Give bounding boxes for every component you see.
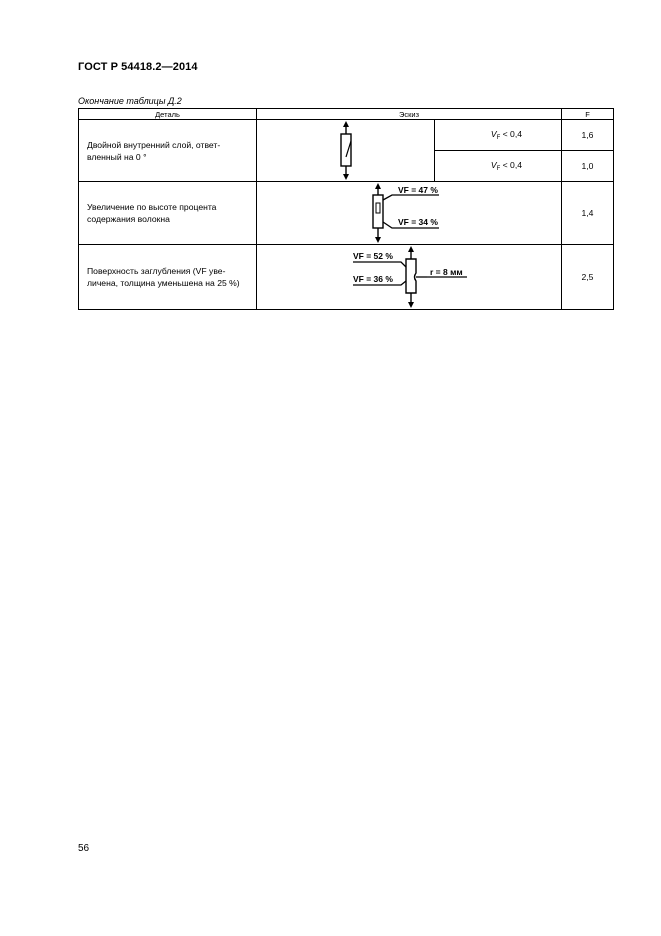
table-caption: Окончание таблицы Д.2 bbox=[78, 96, 182, 106]
table-row bbox=[79, 120, 614, 151]
document-code: ГОСТ Р 54418.2—2014 bbox=[78, 61, 198, 73]
f-value: 2,5 bbox=[562, 245, 614, 310]
detail-cell: Увеличение по высоте процента содержания волокна bbox=[79, 182, 257, 245]
lower-vf-label: VF = 36 % bbox=[353, 274, 393, 284]
lower-vf-label: VF = 34 % bbox=[398, 217, 438, 227]
table-header-row bbox=[79, 109, 614, 120]
radius-label: r = 8 мм bbox=[430, 267, 463, 277]
fiber-increase-sketch bbox=[257, 182, 562, 244]
f-value: 1,0 bbox=[562, 151, 614, 182]
detail-cell: Двойной внутренний слой, ответ-вленный на 0 ° bbox=[79, 120, 257, 182]
table-row bbox=[79, 245, 614, 310]
page-number: 56 bbox=[78, 843, 90, 854]
sketch-cell bbox=[257, 120, 435, 182]
detail-cell: Поверхность заглубления (VF уве-личена, толщина уменьшена на 25 %) bbox=[79, 245, 257, 310]
f-value: 1,4 bbox=[562, 182, 614, 245]
header-f: F bbox=[562, 109, 614, 120]
vf-cell: $V_F < 0,4$ bbox=[435, 120, 562, 151]
table-row bbox=[79, 182, 614, 245]
header-sketch: Эскиз bbox=[257, 109, 562, 120]
sketch-cell bbox=[257, 182, 562, 245]
vf-cell: $V_F < 0,4$ bbox=[435, 151, 562, 182]
sketch-cell bbox=[257, 245, 562, 310]
header-detail: Деталь bbox=[79, 109, 257, 120]
table-d2 bbox=[78, 108, 614, 310]
double-layer-sketch bbox=[257, 120, 435, 181]
upper-vf-label: VF = 52 % bbox=[353, 251, 393, 261]
upper-vf-label: VF = 47 % bbox=[398, 185, 438, 195]
f-value: 1,6 bbox=[562, 120, 614, 151]
recess-surface-sketch bbox=[257, 245, 562, 309]
